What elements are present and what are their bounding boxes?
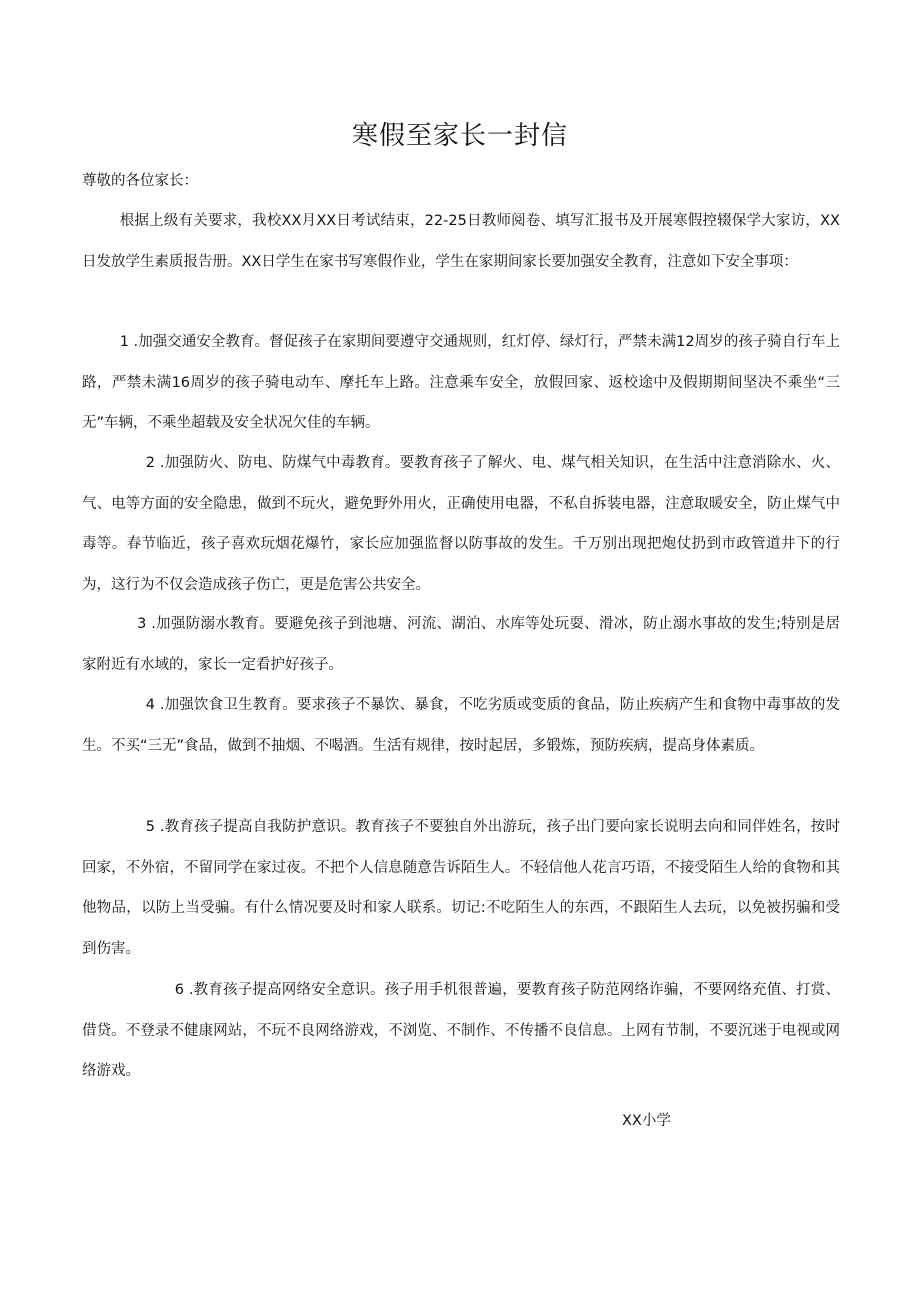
- item-fire-electricity-gas-safety: 2 .加强防火、防电、防煤气中毒教育。要教育孩子了解火、电、煤气相关知识，在生活中注意消除水、火、气、电等方面的安全隐患，做到不玩火，避免野外用火，正确使用电器，不私自拆装电器，注意取暖安全，防止煤气中毒等。春节临近，孩子喜欢玩烟花爆竹，家长应加强监督以防事故的发生。千万别出现把炮仗扔到市政管道井下的行为，这行为不仅会造成孩子伤亡，更是危害公共安全。: [82, 455, 840, 593]
- signature: XX小学: [622, 1113, 671, 1129]
- item-self-protection: 5 .教育孩子提高自我防护意识。教育孩子不要独自外出游玩，孩子出门要向家长说明去向和同伴姓名，按时回家，不外宿，不留同学在家过夜。不把个人信息随意告诉陌生人。不轻信他人花言巧语，不接受陌生人给的食物和其他物品，以防上当受骗。有什么情况要及时和家人联系。切记:不吃陌生人的东西，不跟陌生人去玩，以免被拐骗和受到伤害。: [82, 819, 840, 957]
- intro-paragraph: 根据上级有关要求，我校XX月XX日考试结束，22-25日教师阅卷、填写汇报书及开展寒假控辍保学大家访，XX日发放学生素质报告册。XX日学生在家书写寒假作业，学生在家期间家长要加强安全教育，注意如下安全事项：: [82, 213, 840, 270]
- item-drowning-prevention: 3 .加强防溺水教育。要避免孩子到池塘、河流、湖泊、水库等处玩耍、滑冰，防止溺水事故的发生;特别是居家附近有水域的，家长一定看护好孩子。: [82, 616, 840, 673]
- letter-title: 寒假至家长一封信: [351, 121, 568, 151]
- salutation: 尊敬的各位家长：: [82, 173, 198, 189]
- item-food-hygiene: 4 .加强饮食卫生教育。要求孩子不暴饮、暴食，不吃劣质或变质的食品，防止疾病产生和食物中毒事故的发生。不买“三无”食品，做到不抽烟、不喝酒。生活有规律，按时起居，多锻炼，预防疾病，提高身体素质。: [82, 697, 840, 754]
- item-internet-safety: 6 .教育孩子提高网络安全意识。孩子用手机很普遍，要教育孩子防范网络诈骗，不要网络充值、打赏、借贷。不登录不健康网站，不玩不良网络游戏，不浏览、不制作、不传播不良信息。上网有节制，不要沉迷于电视或网络游戏。: [82, 982, 840, 1079]
- item-traffic-safety: 1 .加强交通安全教育。督促孩子在家期间要遵守交通规则，红灯停、绿灯行，严禁未满12周岁的孩子骑自行车上路，严禁未满16周岁的孩子骑电动车、摩托车上路。注意乘车安全，放假回家、返校途中及假期期间坚决不乘坐“三无”车辆，不乘坐超载及安全状况欠佳的车辆。: [82, 334, 840, 431]
